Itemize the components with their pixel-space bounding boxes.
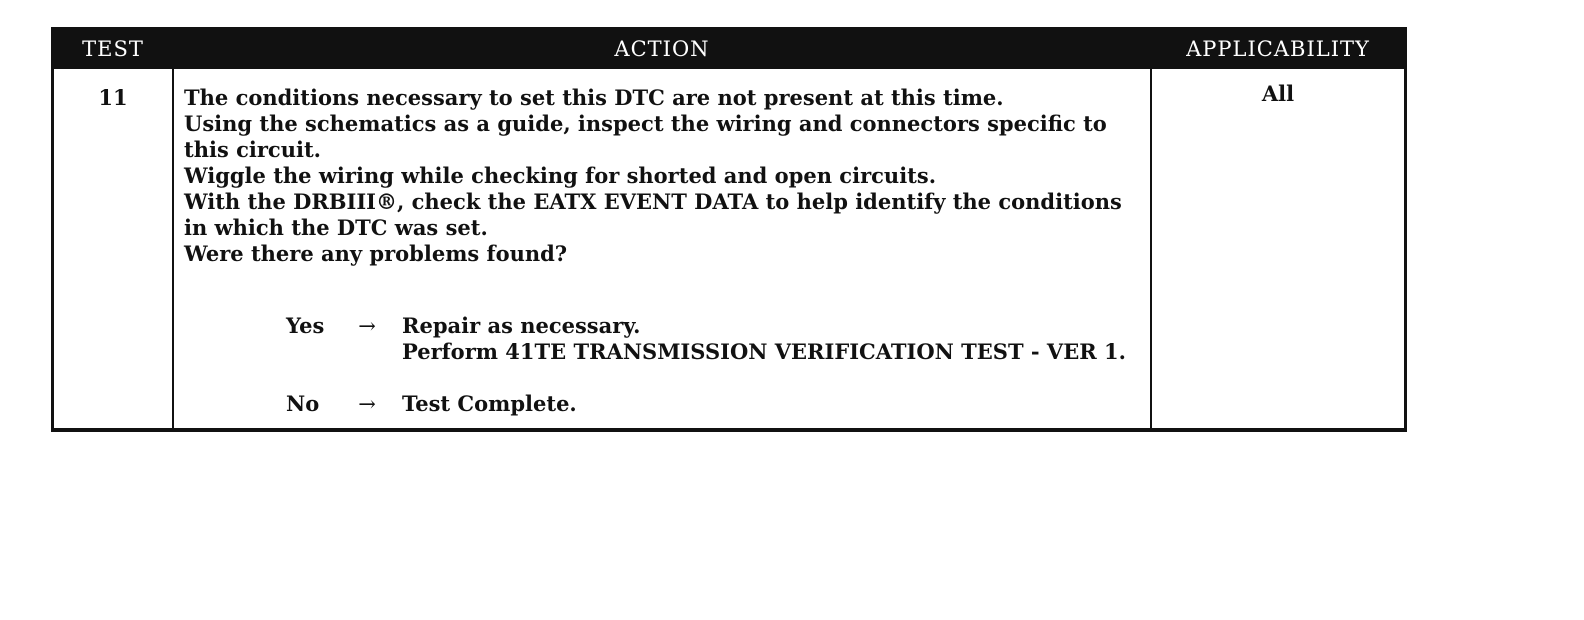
- action-line: Wiggle the wiring while checking for shorted and open circuits.: [184, 163, 937, 188]
- header-action: ACTION: [614, 37, 710, 61]
- applicability-value: All: [1261, 81, 1295, 106]
- answer-label: Yes: [286, 313, 325, 338]
- action-line: The conditions necessary to set this DTC are not present at this time.: [184, 85, 1004, 110]
- answer-text: [402, 391, 1162, 417]
- answer-line: Perform 41TE TRANSMISSION VERIFICATION TEST - VER 1.: [402, 339, 1126, 364]
- right-arrow-icon: →: [358, 314, 376, 338]
- answer-line: Repair as necessary.: [402, 313, 641, 338]
- test-number: 11: [98, 85, 128, 110]
- column-divider: [172, 69, 174, 428]
- action-line: Were there any problems found?: [184, 241, 568, 266]
- right-arrow-icon: →: [358, 392, 376, 416]
- header-test: TEST: [82, 37, 144, 61]
- action-line: With the DRBIII®, check the EATX EVENT DATA to help identify the conditions in which the DTC was set.: [184, 189, 1122, 240]
- action-text: [184, 85, 1144, 267]
- table-header: [54, 29, 1404, 69]
- answer-line: Test Complete.: [402, 391, 577, 416]
- answer-text: [402, 313, 1162, 365]
- action-line: Using the schematics as a guide, inspect the wiring and connectors specific to this circuit.: [184, 111, 1107, 162]
- diagnostic-test-table: [51, 27, 1407, 432]
- column-divider: [1150, 69, 1152, 428]
- header-applicability: APPLICABILITY: [1186, 37, 1370, 61]
- answer-label: No: [286, 391, 320, 416]
